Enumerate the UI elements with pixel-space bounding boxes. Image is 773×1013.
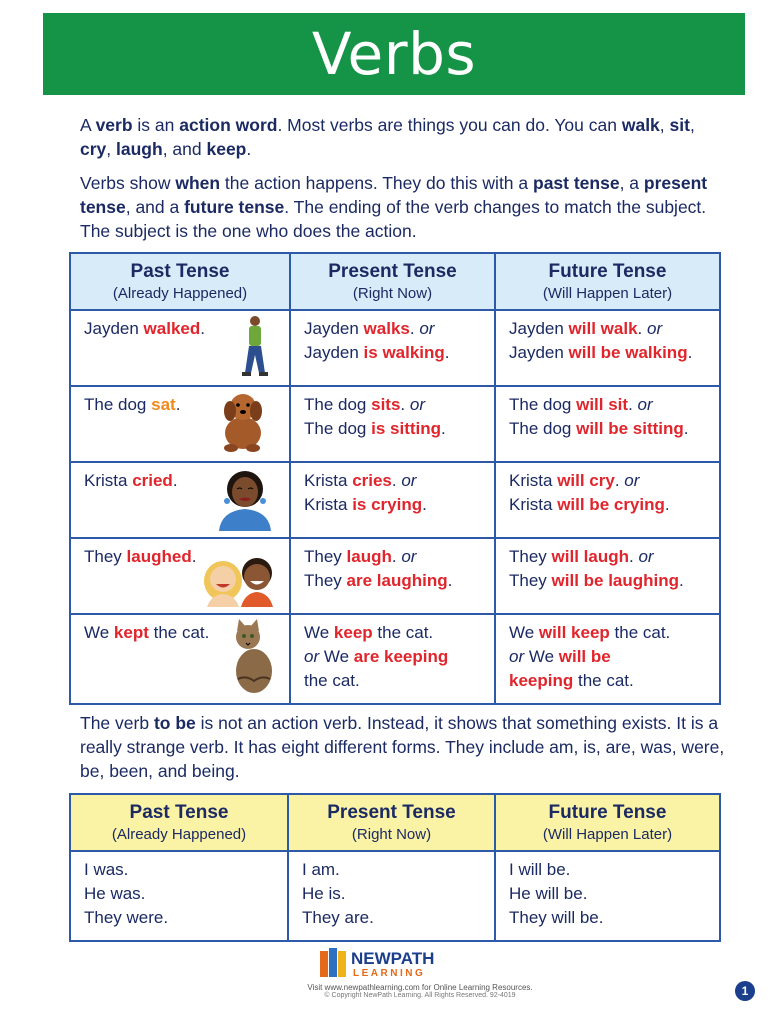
- verb-form: will be walking: [568, 343, 688, 362]
- bold-term: cry: [80, 139, 107, 159]
- or-connector: or: [624, 471, 640, 490]
- header-past: Past Tense (Already Happened): [70, 794, 288, 851]
- cell-future: I will be. He will be. They will be.: [495, 851, 720, 941]
- svg-text:LEARNING: LEARNING: [353, 968, 426, 979]
- header-present: Present Tense (Right Now): [288, 794, 495, 851]
- cell-future: The dog will sit. or The dog will be sitting.: [495, 386, 720, 462]
- table-row: [70, 538, 720, 614]
- verb-form: will be laughing: [551, 571, 680, 590]
- or-connector: or: [409, 395, 425, 414]
- bold-term: when: [175, 173, 221, 193]
- bold-term: past tense: [533, 173, 620, 193]
- cell-future: We will keep the cat. or We will be keeping the cat.: [495, 614, 720, 704]
- table-header-row: [70, 794, 720, 851]
- or-connector: or: [419, 319, 435, 338]
- verb-form: is sitting: [371, 419, 442, 438]
- cell-future: Krista will cry. or Krista will be crying.: [495, 462, 720, 538]
- verb-form: cried: [132, 471, 173, 490]
- cat-icon: [226, 619, 278, 695]
- verb-form: laugh: [346, 547, 392, 566]
- cell-present: Jayden walks. or Jayden is walking.: [290, 310, 495, 386]
- cell-future: They will laugh. or They will be laughing.: [495, 538, 720, 614]
- cell-present: Krista cries. or Krista is crying.: [290, 462, 495, 538]
- or-connector: or: [637, 395, 653, 414]
- or-connector: or: [638, 547, 654, 566]
- cell-past: The dog sat.: [70, 386, 290, 462]
- header-past: Past Tense (Already Happened): [70, 253, 290, 310]
- bold-term: verb: [95, 115, 133, 135]
- verb-form: sat: [151, 395, 176, 414]
- verb-form: will be sitting: [576, 419, 684, 438]
- verb-form: walks: [363, 319, 410, 338]
- boy-walking-icon: [236, 315, 274, 379]
- bold-term: laugh: [116, 139, 163, 159]
- cell-present: The dog sits. or The dog is sitting.: [290, 386, 495, 462]
- verb-form: will cry: [557, 471, 615, 490]
- verb-form: is walking: [363, 343, 445, 362]
- bold-term: walk: [621, 115, 660, 135]
- or-connector: or: [401, 471, 417, 490]
- to-be-paragraph: The verb to be is not an action verb. Instead, it shows that something exists. It is a really strange verb. It has eight different forms. They include am, is, are, was, were, be, been, and being.: [80, 713, 725, 781]
- to-be-table: [69, 793, 721, 942]
- bold-term: keep: [206, 139, 247, 159]
- intro-paragraph-2: Verbs show when the action happens. They do this with a past tense, a present tense, and a future tense. The ending of the verb changes to match the subject. The subject is the one who does the action.: [80, 173, 708, 241]
- verb-form: will walk: [568, 319, 638, 338]
- bold-term: future tense: [184, 197, 285, 217]
- header-present: Present Tense (Right Now): [290, 253, 495, 310]
- page-number-badge: 1: [735, 981, 755, 1001]
- cell-past: We kept the cat.: [70, 614, 290, 704]
- verb-form: will keep: [538, 623, 610, 642]
- verb-form: kept: [113, 623, 149, 642]
- verb-form: sits: [371, 395, 401, 414]
- verb-form: walked: [143, 319, 201, 338]
- cell-past: I was. He was. They were.: [70, 851, 288, 941]
- verb-form: cries: [352, 471, 392, 490]
- table-row: [70, 310, 720, 386]
- cell-present: I am. He is. They are.: [288, 851, 495, 941]
- dog-icon: [213, 389, 271, 453]
- bold-term: present tense: [80, 173, 708, 217]
- verb-form: keeping: [509, 671, 574, 690]
- intro-paragraph-1: A verb is an action word. Most verbs are things you can do. You can walk, sit, cry, laugh, and keep.: [80, 115, 695, 159]
- verb-tense-table: [69, 252, 721, 705]
- verb-form: keep: [333, 623, 373, 642]
- newpath-learning-logo: [318, 945, 468, 981]
- verb-form: will sit: [576, 395, 629, 414]
- bold-term: sit: [669, 115, 690, 135]
- cell-present: They laugh. or They are laughing.: [290, 538, 495, 614]
- verb-form: will be: [558, 647, 611, 666]
- or-connector: or: [509, 647, 525, 666]
- bold-term: action word: [179, 115, 278, 135]
- table-row: [70, 386, 720, 462]
- kids-laughing-icon: [201, 551, 279, 607]
- table-row: [70, 851, 720, 941]
- verb-form: laughed: [126, 547, 192, 566]
- header-future: Future Tense (Will Happen Later): [495, 794, 720, 851]
- verb-form: is crying: [352, 495, 423, 514]
- footer-visit-text: Visit www.newpathlearning.com for Online Learning Resources.: [307, 983, 533, 992]
- verb-form: are laughing: [346, 571, 448, 590]
- footer-copyright: © Copyright NewPath Learning. All Rights Reserved. 92-4019: [324, 992, 516, 999]
- header-future: Future Tense (Will Happen Later): [495, 253, 720, 310]
- cell-past: Jayden walked.: [70, 310, 290, 386]
- verb-form: will laugh: [551, 547, 629, 566]
- bold-term: to be: [153, 713, 196, 733]
- page-title: Verbs: [43, 13, 745, 95]
- girl-crying-icon: [213, 465, 277, 531]
- or-connector: or: [304, 647, 320, 666]
- table-row: [70, 614, 720, 704]
- cell-present: We keep the cat. or We are keeping the cat.: [290, 614, 495, 704]
- or-connector: or: [401, 547, 417, 566]
- verb-form: will be crying: [557, 495, 665, 514]
- cell-past: Krista cried.: [70, 462, 290, 538]
- cell-past: They laughed.: [70, 538, 290, 614]
- verb-form: are keeping: [353, 647, 449, 666]
- table-row: [70, 462, 720, 538]
- svg-text:NEWPATH: NEWPATH: [351, 949, 435, 968]
- table-header-row: [70, 253, 720, 310]
- or-connector: or: [646, 319, 663, 338]
- cell-future: Jayden will walk. or Jayden will be walking.: [495, 310, 720, 386]
